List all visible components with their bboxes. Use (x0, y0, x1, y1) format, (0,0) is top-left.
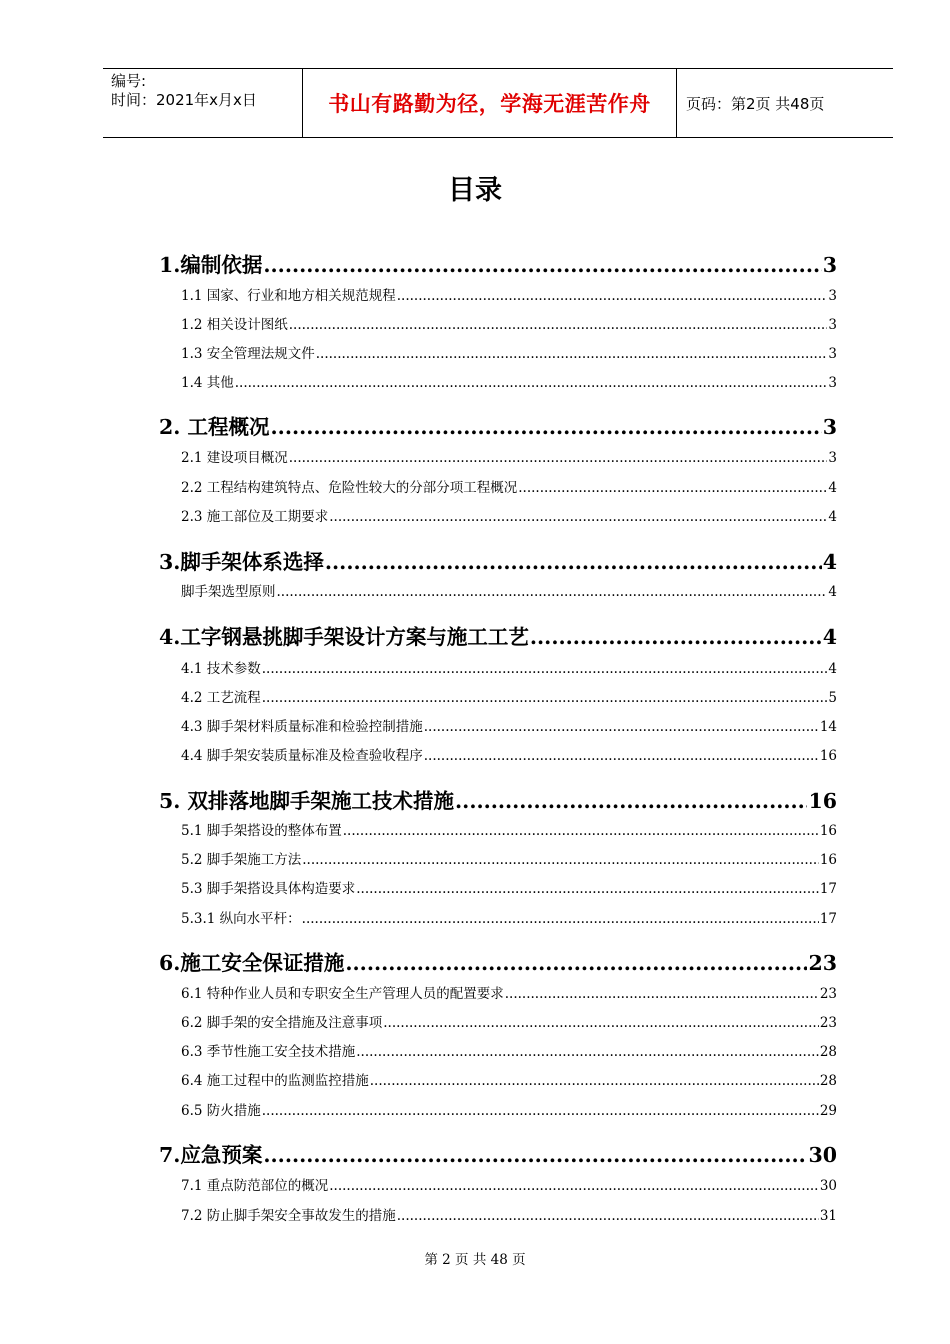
toc-section-entry[interactable] (181, 1174, 837, 1192)
toc-entry-text: 2.2 工程结构建筑特点、危险性较大的分部分项工程概况 (181, 480, 518, 496)
toc-entry-text: 1.4 其他 (181, 375, 234, 391)
toc-page-number: 23 (819, 986, 837, 1002)
toc-leader-dots (316, 346, 828, 362)
toc-section-entry[interactable] (181, 446, 837, 464)
toc-page-number: 17 (819, 881, 837, 897)
toc-page-number: 4 (822, 550, 837, 574)
toc-page-number: 14 (819, 719, 837, 735)
toc-leader-dots (302, 852, 819, 868)
toc-chapter-entry[interactable] (159, 946, 837, 975)
toc-leader-dots (263, 253, 821, 277)
toc-section-entry[interactable] (181, 342, 837, 360)
toc-page-number: 16 (819, 748, 837, 764)
toc-entry-text: 5.3.1 纵向水平杆： (181, 911, 301, 927)
toc-entry-text: 4.3 脚手架材料质量标准和检验控制措施 (181, 719, 423, 735)
toc-leader-dots (329, 1178, 819, 1194)
toc-entry-text: 5.3 脚手架搭设具体构造要求 (181, 881, 356, 897)
toc-leader-dots (289, 450, 828, 466)
toc-leader-dots (325, 550, 822, 574)
toc-leader-dots (424, 719, 819, 735)
toc-entry-text: 4.2 工艺流程 (181, 690, 261, 706)
toc-section-entry[interactable] (181, 657, 837, 675)
toc-page-number: 30 (819, 1178, 837, 1194)
toc-page-number: 3 (822, 415, 837, 439)
toc-section-entry[interactable] (181, 313, 837, 331)
toc-section-entry[interactable] (181, 1040, 837, 1058)
toc-section-entry[interactable] (181, 1204, 837, 1222)
toc-entry-text: 6.4 施工过程中的监测监控措施 (181, 1073, 369, 1089)
toc-section-entry[interactable] (181, 476, 837, 494)
toc-chapter-entry[interactable] (159, 545, 837, 574)
toc-section-entry[interactable] (181, 877, 837, 895)
toc-entry-text: 5.1 脚手架搭设的整体布置 (181, 823, 342, 839)
toc-section-entry[interactable] (181, 1099, 837, 1117)
toc-page-number: 3 (828, 288, 837, 304)
toc-page-number: 5 (828, 690, 837, 706)
number-label: 编号: (111, 72, 147, 90)
toc-page-number: 4 (828, 661, 837, 677)
toc-leader-dots (455, 789, 807, 813)
toc-section-entry[interactable] (181, 686, 837, 704)
toc-entry-text: 6.3 季节性施工安全技术措施 (181, 1044, 356, 1060)
toc-chapter-entry[interactable] (159, 248, 837, 277)
toc-leader-dots (424, 748, 819, 764)
toc-entry-text: 1.3 安全管理法规文件 (181, 346, 315, 362)
toc-entry-text: 4.1 技术参数 (181, 661, 261, 677)
toc-section-entry[interactable] (181, 371, 837, 389)
toc-leader-dots (397, 1208, 819, 1224)
toc-section-entry[interactable] (181, 1011, 837, 1029)
toc-section-entry[interactable] (181, 819, 837, 837)
time-label: 时间：2021年x月x日 (111, 91, 257, 109)
toc-chapter-entry[interactable] (159, 410, 837, 439)
toc-page-number: 4 (828, 584, 837, 600)
toc-entry-text: 7.2 防止脚手架安全事故发生的措施 (181, 1208, 396, 1224)
toc-entry-text: 3.脚手架体系选择 (159, 550, 324, 574)
toc-section-entry[interactable] (181, 284, 837, 302)
toc-leader-dots (235, 375, 828, 391)
toc-page-number: 16 (819, 823, 837, 839)
toc-page-number: 3 (828, 450, 837, 466)
toc-leader-dots (383, 1015, 819, 1031)
toc-section-entry[interactable] (181, 505, 837, 523)
toc-section-entry[interactable] (181, 848, 837, 866)
toc-title: 目录 (448, 175, 502, 206)
toc-leader-dots (505, 986, 819, 1002)
toc-chapter-entry[interactable] (159, 620, 837, 649)
toc-entry-text: 6.2 脚手架的安全措施及注意事项 (181, 1015, 383, 1031)
toc-page-number: 30 (808, 1143, 837, 1167)
toc-page-number: 31 (819, 1208, 837, 1224)
toc-section-entry[interactable] (181, 715, 837, 733)
header-motto-cell (303, 69, 677, 137)
toc-leader-dots (277, 584, 828, 600)
toc-page-number: 28 (819, 1073, 837, 1089)
header-page-info: 页码：第2页 共48页 (686, 94, 825, 113)
toc-leader-dots (370, 1073, 819, 1089)
toc-entry-text: 4.工字钢悬挑脚手架设计方案与施工工艺 (159, 625, 529, 649)
toc-leader-dots (345, 951, 807, 975)
toc-leader-dots (262, 661, 828, 677)
toc-leader-dots (397, 288, 828, 304)
toc-page-number: 17 (819, 911, 837, 927)
toc-leader-dots (356, 1044, 819, 1060)
toc-section-entry[interactable] (181, 744, 837, 762)
toc-chapter-entry[interactable] (159, 1138, 837, 1167)
toc-page-number: 16 (808, 789, 837, 813)
header-meta (103, 69, 303, 137)
toc-page-number: 28 (819, 1044, 837, 1060)
toc-section-entry[interactable] (181, 580, 837, 598)
toc-entry-text: 2.1 建设项目概况 (181, 450, 288, 466)
toc-leader-dots (302, 911, 819, 927)
toc-page-number: 23 (819, 1015, 837, 1031)
toc-entry-text: 5.2 脚手架施工方法 (181, 852, 302, 868)
toc-entry-text: 5. 双排落地脚手架施工技术措施 (159, 789, 455, 813)
toc-leader-dots (271, 415, 822, 439)
toc-entry-text: 4.4 脚手架安装质量标准及检查验收程序 (181, 748, 423, 764)
toc-page-number: 4 (828, 480, 837, 496)
toc-leader-dots (262, 1103, 819, 1119)
toc-entry-text: 1.1 国家、行业和地方相关规范规程 (181, 288, 396, 304)
toc-entry-text: 2.3 施工部位及工期要求 (181, 509, 329, 525)
toc-page-number: 3 (822, 253, 837, 277)
toc-page-number: 3 (828, 375, 837, 391)
toc-leader-dots (356, 881, 819, 897)
page-footer: 第 2 页 共 48 页 (424, 1252, 526, 1268)
toc-page-number: 4 (822, 625, 837, 649)
toc-page-number: 4 (828, 509, 837, 525)
toc-entry-text: 2. 工程概况 (159, 415, 270, 439)
toc-section-entry[interactable] (181, 1069, 837, 1087)
toc-leader-dots (518, 480, 827, 496)
toc-page-number: 29 (819, 1103, 837, 1119)
toc-entry-text: 7.应急预案 (159, 1143, 263, 1167)
toc-leader-dots (329, 509, 827, 525)
toc-page-number: 16 (819, 852, 837, 868)
toc-leader-dots (289, 317, 828, 333)
toc-section-entry[interactable] (181, 907, 837, 925)
toc-section-entry[interactable] (181, 982, 837, 1000)
toc-entry-text: 6.1 特种作业人员和专职安全生产管理人员的配置要求 (181, 986, 504, 1002)
toc-entry-text: 6.5 防火措施 (181, 1103, 261, 1119)
toc-leader-dots (343, 823, 819, 839)
toc-page-number: 3 (828, 317, 837, 333)
toc-leader-dots (262, 690, 828, 706)
toc-page-number: 23 (808, 951, 837, 975)
page-header (103, 68, 893, 138)
toc-entry-text: 1.2 相关设计图纸 (181, 317, 288, 333)
toc-entry-text: 7.1 重点防范部位的概况 (181, 1178, 329, 1194)
toc-leader-dots (530, 625, 822, 649)
toc-entry-text: 1.编制依据 (159, 253, 263, 277)
toc-chapter-entry[interactable] (159, 784, 837, 813)
toc-leader-dots (263, 1143, 807, 1167)
toc-entry-text: 脚手架选型原则 (181, 584, 276, 600)
toc-entry-text: 6.施工安全保证措施 (159, 951, 345, 975)
header-motto: 书山有路勤为径，学海无涯苦作舟 (328, 92, 651, 116)
toc-page-number: 3 (828, 346, 837, 362)
